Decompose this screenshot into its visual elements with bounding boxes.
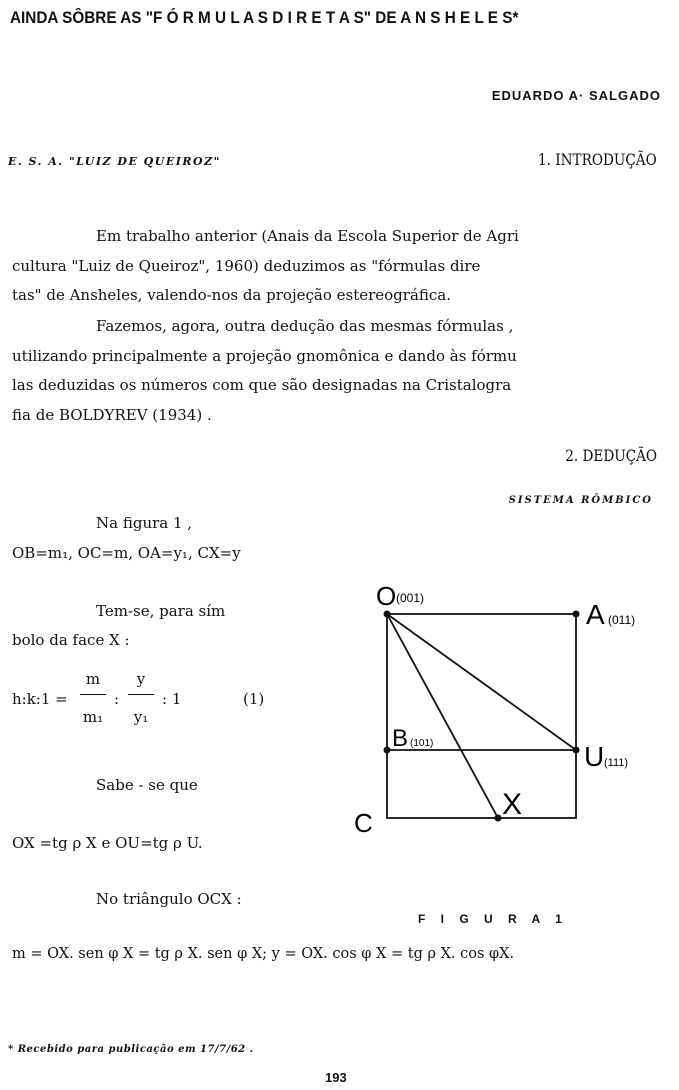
text-line: Em trabalho anterior (Anais da Escola Superior de Agri xyxy=(96,227,519,245)
footnote: * Recebido para publicação em 17/7/62 . xyxy=(8,1044,254,1055)
author-name: EDUARDO A· SALGADO xyxy=(491,88,661,103)
section-heading-introduction: 1. INTRODUÇÃO xyxy=(538,150,657,169)
label-a: A xyxy=(586,599,605,630)
text-line: Sabe - se que xyxy=(96,776,198,794)
paper-title: AINDA SÔBRE AS "F Ó R M U L A S D I R E T A S" DE A N S H E L E S* xyxy=(10,8,519,27)
fraction-denominator: y₁ xyxy=(133,708,149,726)
ou-line xyxy=(387,614,576,750)
final-equation: m = OX. sen φ X = tg ρ X. sen φ X; y = OX. cos φ X = tg ρ X. cos φX. xyxy=(12,946,515,962)
label-u: U xyxy=(584,741,605,772)
text-line: tas" de Ansheles, valendo-nos da projeção estereográfica. xyxy=(12,286,452,304)
text-line: las deduzidas os números com que são designadas na Cristalogra xyxy=(12,376,512,394)
subsection-heading: SISTEMA RÔMBICO xyxy=(508,495,653,506)
text-line: utilizando principalmente a projeção gnomônica e dando às fórmu xyxy=(12,346,517,365)
point-b xyxy=(384,747,391,754)
point-o xyxy=(384,611,391,618)
text-line: No triângulo OCX : xyxy=(96,890,242,908)
point-x xyxy=(495,815,502,822)
point-u xyxy=(573,747,580,754)
label-c: C xyxy=(354,808,373,838)
equation-lhs: h:k:1 = xyxy=(12,690,68,708)
intro-paragraph-1 xyxy=(12,222,668,311)
text-line: Fazemos, agora, outra dedução das mesmas fórmulas , xyxy=(96,317,514,335)
ratio-separator: : 1 xyxy=(162,690,182,708)
figure-1-diagram xyxy=(340,580,670,840)
label-b: B xyxy=(392,725,409,752)
equation-number: (1) xyxy=(243,690,265,708)
ox-line xyxy=(387,614,498,818)
section-heading-deducao: 2. DEDUÇÃO xyxy=(565,446,657,465)
fraction-bar xyxy=(128,694,154,695)
text-line: bolo da face X : xyxy=(12,631,130,649)
figure-reference: Na figura 1 , xyxy=(96,514,193,532)
point-a xyxy=(573,611,580,618)
page-number: 193 xyxy=(325,1070,347,1085)
fraction-bar xyxy=(80,694,106,695)
label-a-index: (011) xyxy=(608,613,636,627)
label-x: X xyxy=(502,788,523,821)
label-o: O xyxy=(376,581,397,611)
text-line: Tem-se, para sím xyxy=(96,602,226,620)
fraction-denominator: m₁ xyxy=(82,708,104,726)
figure-caption: F I G U R A 1 xyxy=(418,912,568,926)
label-b-index: (101) xyxy=(410,738,434,749)
text-line: cultura "Luiz de Queiroz", 1960) deduzimos as "fórmulas dire xyxy=(12,256,481,275)
fraction-numerator: m xyxy=(85,670,101,688)
fraction-numerator: y xyxy=(136,670,146,688)
definitions-line: OB=m₁, OC=m, OA=y₁, CX=y xyxy=(12,544,241,562)
label-u-index: (111) xyxy=(604,757,629,769)
ratio-separator: : xyxy=(114,690,120,708)
label-o-index: (001) xyxy=(396,591,425,605)
ox-equation: OX =tg ρ X e OU=tg ρ U. xyxy=(12,834,203,852)
affiliation: E. S. A. "LUIZ DE QUEIROZ" xyxy=(8,155,221,168)
intro-paragraph-2 xyxy=(12,312,668,430)
text-line: fia de BOLDYREV (1934) . xyxy=(12,405,212,424)
